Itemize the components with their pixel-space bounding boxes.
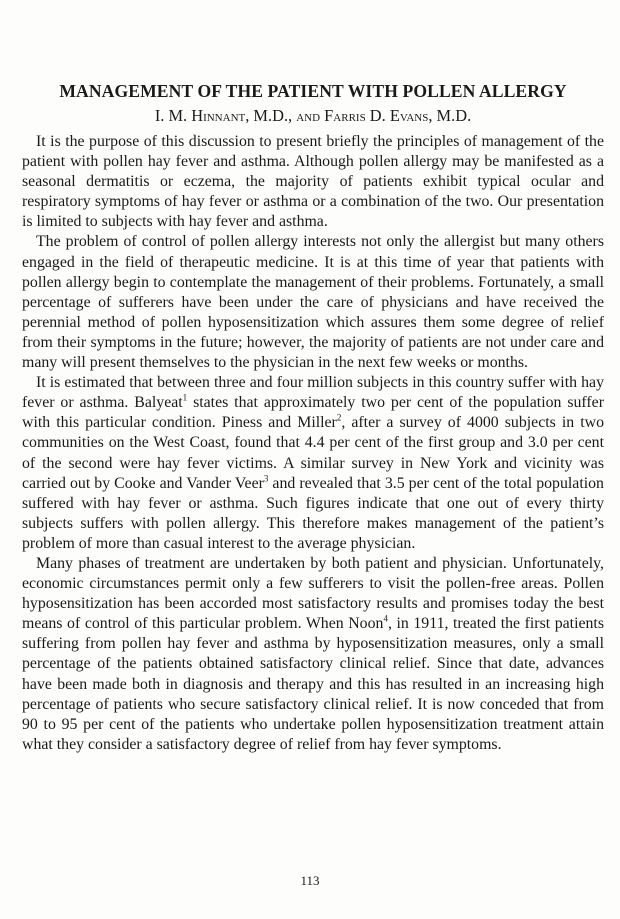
author-line — [22, 106, 604, 126]
reference-marker: 1 — [182, 392, 188, 403]
paragraph-4-text: Many phases of treatment are undertaken by both patient and physician. Unfortunately, economic circumstances permit only a few sufferers to visit the pollen-free areas. Pollen hyposensitization has been accorded most satisfactory results and promises today the best means of control of this particular problem. When Noon — [22, 554, 604, 633]
author-2-name: Farris D. Evans — [324, 106, 429, 125]
page-number: 113 — [300, 873, 320, 888]
paragraph-4 — [22, 554, 604, 755]
author-conjunction: and — [292, 106, 325, 125]
paragraph-3-text: states that approximately two per cent of the population suffer with this particular condition. Piness and Miller — [22, 394, 604, 432]
author-1-degree: , M.D., — [245, 106, 293, 125]
reference-marker: 4 — [383, 613, 388, 624]
article-title: MANAGEMENT OF THE PATIENT WITH POLLEN ALLERGY — [59, 81, 567, 101]
article — [22, 80, 604, 755]
author-1-name: I. M. Hinnant — [154, 106, 246, 125]
paragraph-4-text: , in 1911, treated the first patients suffering from pollen hay fever and asthma by hyposensitization measures, only a small percentage of the patients obtained satisfactory clinical relief. Since that date, advances have been made both in diagnosis and therapy and this has resulted in an increasing high percentage of patients who secure satisfactory clinical relief. It is now conceded that from 90 to 95 per cent of the patients who undertake pollen hyposensitization treatment attain what they consider a satisfactory degree of relief from hay fever symptoms. — [22, 615, 604, 753]
paragraph-3-text: , after a survey of 4000 subjects in two communities on the West Coast, found that 4.4 per cent of the first group and 3.0 per cent of the second were hay fever victims. A similar survey in New York and vicinity was carried out by Cooke and Vander Veer — [22, 414, 604, 492]
reference-marker: 2 — [336, 413, 342, 424]
paragraph-3 — [22, 373, 604, 554]
paragraph-1: It is the purpose of this discussion to present briefly the principles of management of the patient with pollen hay fever and asthma. Although pollen allergy may be manifested as a seasonal dermatitis or eczema, the majority of patients exhibit typical ocular and respiratory symptoms of hay fever or asthma or a combination of the two. Our presentation is limited to subjects with hay fever and asthma. — [22, 133, 604, 231]
paragraph-2: The problem of control of pollen allergy interests not only the allergist but many others engaged in the field of therapeutic medicine. It is at this time of year that patients with pollen allergy begin to contemplate the management of their problems. Fortunately, a small percentage of sufferers have been under the care of physicians and have received the perennial method of pollen hyposensitization which assures them some degree of relief from their symptoms in the future; however, the majority of patients are not under care and many will present themselves to the physician in the next few weeks or months. — [22, 233, 604, 372]
author-2-degree: , M.D. — [428, 106, 472, 125]
paragraph-3-text: It is estimated that between three and four million subjects in this country suffer with hay fever or asthma. Balyeat — [22, 374, 604, 412]
paragraph-3-text: and revealed that 3.5 per cent of the total population suffered with hay fever or asthma. Such figures indicate that one out of every thirty subjects suffers with pollen allergy. This therefore makes management of the patient’s problem of more than casual interest to the average physician. — [22, 474, 604, 552]
reference-marker: 3 — [263, 473, 269, 484]
